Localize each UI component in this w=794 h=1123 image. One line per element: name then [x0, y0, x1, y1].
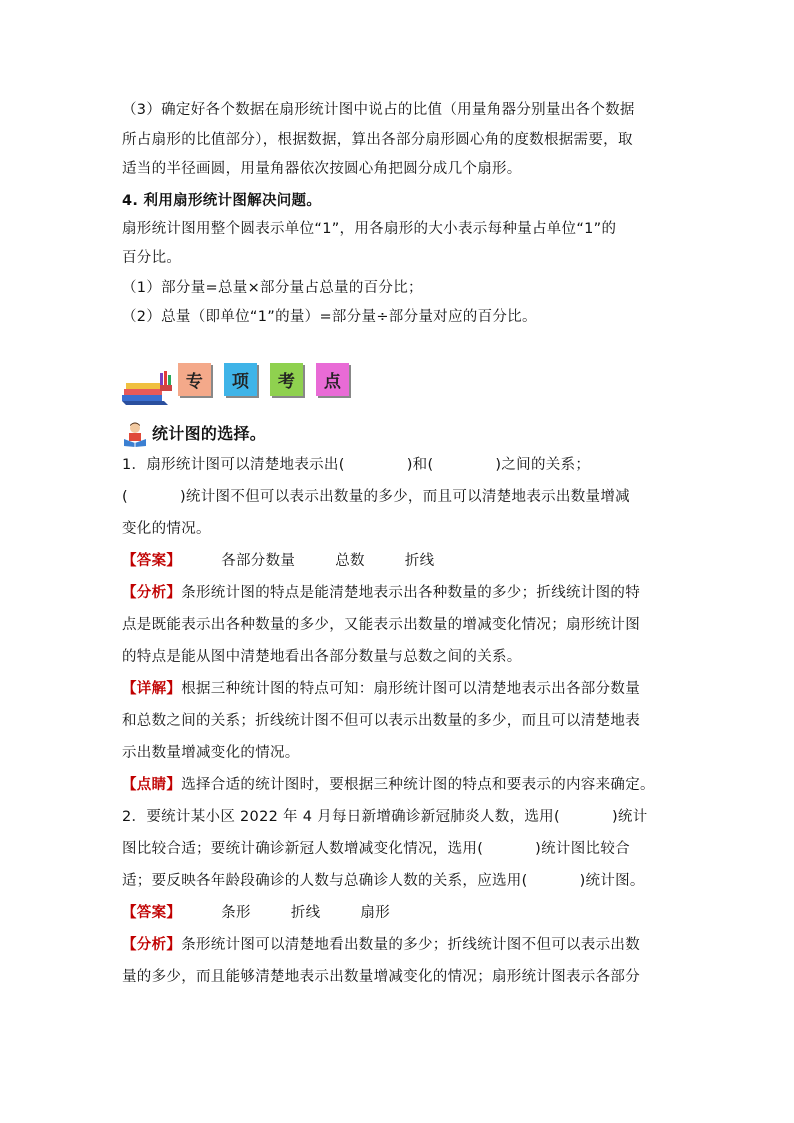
detail-tag: 【详解】: [122, 680, 182, 697]
section-title: 统计图的选择。: [152, 423, 267, 443]
question-text: )之间的关系；: [495, 456, 591, 473]
student-reading-icon: [122, 421, 148, 447]
analysis-tag: 【分析】: [122, 936, 182, 953]
text-line: 适当的半径画圆，用量角器依次按圆心角把圆分成几个扇形。: [122, 161, 522, 177]
question-line: 变化的情况。: [122, 520, 211, 537]
question-text: )统计: [611, 808, 648, 825]
special-topic-banner: [122, 363, 682, 411]
detail-line: 和总数之间的关系；折线统计图不但可以表示出数量的多少，而且可以清楚地表: [122, 712, 640, 729]
analysis-tag: 【分析】: [122, 584, 182, 601]
text-line: （3）确定好各个数据在扇形统计图中说占的比值（用量角器分别量出各个数据: [122, 102, 635, 118]
detail-line: [122, 673, 682, 705]
text-line: 扇形统计图用整个圆表示单位“1”，用各扇形的大小表示每种量占单位“1”的: [122, 220, 617, 237]
question-text: 图比较合适；要统计确诊新冠人数增减变化情况，选用(: [122, 840, 484, 857]
question-line: [122, 449, 682, 481]
intro-paragraph-3: [122, 96, 682, 185]
question-text: )统计图不但可以表示出数量的多少，而且可以清楚地表示出数量增减: [179, 488, 630, 505]
answer-line: [122, 897, 682, 929]
answer-value: 扇形: [360, 904, 391, 921]
question-text: 1．扇形统计图可以清楚地表示出(: [122, 456, 345, 473]
answer-value: 总数: [335, 552, 365, 569]
analysis-text: 条形统计图的特点是能清楚地表示出各种数量的多少；折线统计图的特: [181, 584, 640, 601]
question-2: [122, 801, 682, 993]
formula-1: （1）部分量=总量×部分量占总量的百分比；: [122, 279, 423, 296]
tip-text: 选择合适的统计图时，要根据三种统计图的特点和要表示的内容来确定。: [181, 776, 655, 793]
answer-value: 折线: [404, 552, 435, 569]
question-text: 2．要统计某小区 2022 年 4 月每日新增确诊新冠肺炎人数，选用(: [122, 808, 560, 825]
tip-line: [122, 769, 682, 801]
analysis-line: 点是既能表示出各种数量的多少，又能表示出数量的增减变化情况；扇形统计图: [122, 616, 640, 633]
tip-tag: 【点睛】: [122, 776, 182, 793]
detail-text: 根据三种统计图的特点可知：扇形统计图可以清楚地表示出各部分数量: [181, 680, 640, 697]
banner-tile-zhuan: [178, 363, 211, 396]
question-text: 适；要反映各年龄段确诊的人数与总确诊人数的关系，应选用(: [122, 872, 528, 889]
answer-line: [122, 545, 682, 577]
books-icon: [120, 369, 172, 409]
document-body: [122, 96, 682, 993]
question-1: [122, 449, 682, 801]
text-line: 所占扇形的比值部分），根据数据，算出各部分扇形圆心角的度数根据需要，取: [122, 131, 633, 148]
answer-value: 各部分数量: [221, 552, 296, 569]
analysis-line: 的特点是能从图中清楚地看出各部分数量与总数之间的关系。: [122, 648, 522, 665]
answer-tag: 【答案】: [122, 904, 182, 921]
intro-paragraph-4: [122, 215, 682, 333]
answer-value: 折线: [290, 904, 321, 921]
tile-char: 专: [185, 371, 204, 392]
question-text: )统计图比较合: [535, 840, 630, 857]
question-line: [122, 801, 682, 833]
tile-char: 考: [277, 371, 296, 392]
detail-line: 示出数量增减变化的情况。: [122, 744, 300, 761]
banner-tile-xiang: [224, 363, 257, 396]
question-line: [122, 865, 682, 897]
text-line: 百分比。: [122, 250, 182, 266]
question-text: )和(: [406, 456, 434, 473]
analysis-line: [122, 577, 682, 609]
question-text: (: [122, 488, 128, 505]
formula-2: （2）总量（即单位“1”的量）=部分量÷部分量对应的百分比。: [122, 309, 537, 325]
analysis-line: [122, 929, 682, 961]
tile-char: 项: [231, 371, 250, 392]
tile-char: 点: [323, 371, 342, 392]
heading-4: 4. 利用扇形统计图解决问题。: [122, 192, 322, 209]
analysis-line: 量的多少，而且能够清楚地表示出数量增减变化的情况；扇形统计图表示各部分: [122, 968, 640, 985]
answer-value: 条形: [221, 904, 251, 921]
banner-tile-dian: [316, 363, 349, 396]
question-text: )统计图。: [579, 872, 645, 889]
question-line: [122, 833, 682, 865]
analysis-text: 条形统计图可以清楚地看出数量的多少；折线统计图不但可以表示出数: [181, 936, 640, 953]
section-heading: [122, 419, 682, 449]
answer-tag: 【答案】: [122, 552, 182, 569]
question-line: [122, 481, 682, 513]
banner-tile-kao: [270, 363, 303, 396]
